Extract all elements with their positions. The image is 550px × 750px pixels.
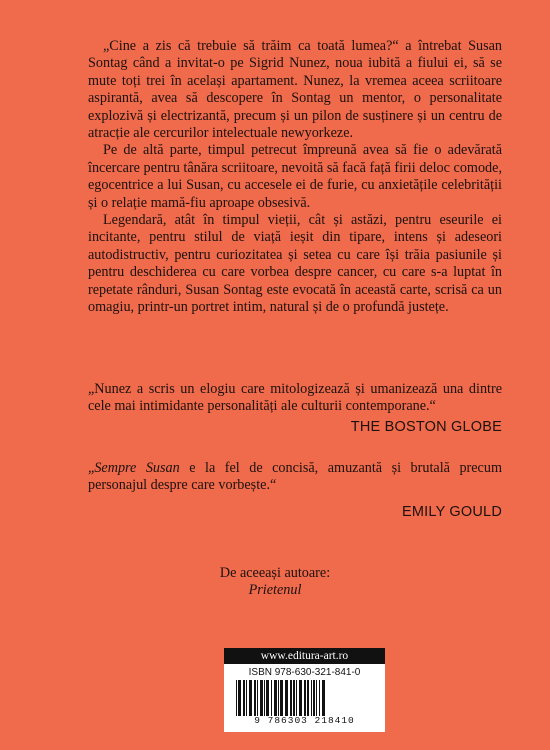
barcode-digits: 9 786303 218410 [254, 715, 355, 726]
review-quote-2-title: Sempre Susan [94, 460, 180, 476]
barcode-icon [230, 680, 380, 716]
review-quote-1-source: THE BOSTON GLOBE [350, 418, 502, 435]
blurb-paragraph-1: „Cine a zis că trebuie să trăim ca toată lumea?“ a întrebat Susan Sontag când a invitat-o pe Sigrid Nunez, noua iubită a fiului ei, să se mute toți trei în același apartament. Nunez, la vremea aceea scriitoare aspirantă, avea să descopere în Sontag un mentor, o personalitate explozivă și electrizantă, precum și un pilon de susținere și un centru de atracție ale cercurilor intelectuale newyorkeze. [88, 38, 502, 142]
review-quote-2-open: „ [88, 460, 95, 476]
blurb-paragraph-2: Pe de altă parte, timpul petrecut împreună avea să fie o adevărată încercare pentru tânăra scriitoare, nevoită să facă față firii deloc comode, egocentrice a lui Susan, cu accesele ei de furie, cu anxietățile celebrității și o relație mamă-fiu aproape obsesivă. [88, 142, 502, 211]
also-by-author [0, 565, 550, 599]
also-by-label: De aceeași autoare: [219, 565, 331, 581]
review-quote-2 [88, 460, 502, 521]
blurb [88, 38, 502, 317]
review-quote-1 [88, 381, 502, 436]
review-quote-2-source: EMILY GOULD [402, 503, 502, 520]
review-quote-2-text: e la fel de concisă, amuzantă și brutală precum personajul despre care vorbește.“ [88, 460, 502, 494]
barcode-block [224, 648, 385, 732]
review-quote-1-text: „Nunez a scris un elogiu care mitologizează și umanizează una dintre cele mai intimidante personalități ale culturii contemporane.“ [88, 381, 502, 415]
blurb-paragraph-3: Legendară, atât în timpul vieții, cât și astăzi, pentru eseurile ei incitante, pentru stilul de viață ieșit din tipare, intens și adeseori autodistructiv, pentru curiozitatea și setea cu care își trăia pasiunile și pentru deschiderea cu care vorbea despre cancer, cu care s-a luptat în repetate rânduri, Susan Sontag este evocată în această carte, scrisă ca un omagiu, printr-un portret intim, natural și de o profundă justețe. [88, 212, 502, 316]
also-by-title: Prietenul [248, 582, 302, 598]
isbn-text: ISBN 978-630-321-841-0 [248, 667, 361, 678]
publisher-url: www.editura-art.ro [224, 648, 385, 664]
